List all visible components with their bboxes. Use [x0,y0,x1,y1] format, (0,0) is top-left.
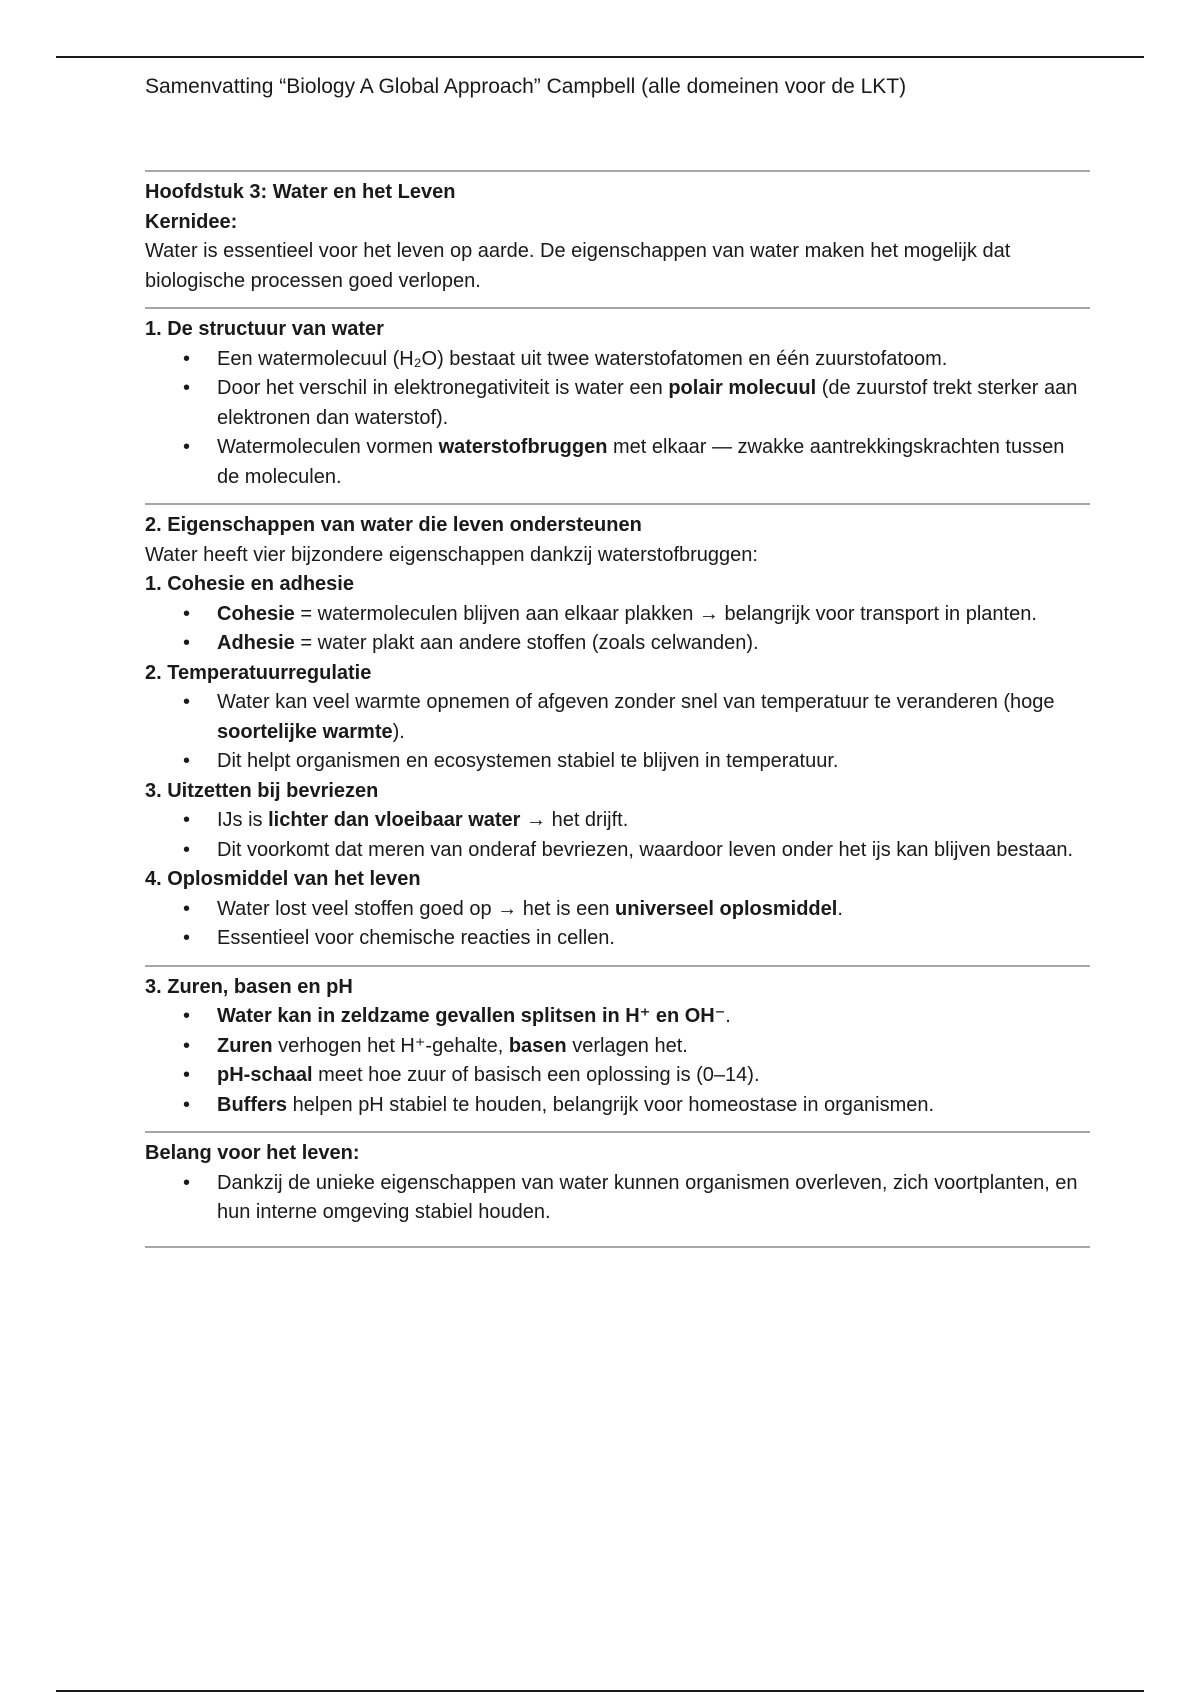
temperature-list [145,688,1090,777]
list-item: • Dankzij de unieke eigenschappen van water kunnen organismen overleven, zich voortplanten, en hun interne omgeving stabiel houden. [145,1169,1090,1228]
section-acids-title: 3. Zuren, basen en pH [145,975,353,998]
list-item: • Dit helpt organismen en ecosystemen stabiel te blijven in temperatuur. [145,747,1090,777]
list-item: • pH-schaal meet hoe zuur of basisch een oplossing is (0–14). [145,1061,1090,1091]
section-divider [145,1131,1090,1133]
solvent-list [145,895,1090,954]
list-item: • Cohesie = watermoleculen blijven aan elkaar plakken → belangrijk voor transport in planten. [145,600,1090,630]
section-properties-title: 2. Eigenschappen van water die leven ondersteunen [145,514,642,536]
acids-list [145,1002,1090,1120]
structure-list [145,345,1090,493]
list-item: • Door het verschil in elektronegativiteit is water een polair molecuul (de zuurstof trekt sterker aan elektronen dan waterstof). [145,374,1090,433]
document-body [145,170,1090,1248]
subsection-freezing-title: 3. Uitzetten bij bevriezen [145,779,379,802]
cohesion-list [145,600,1090,659]
section-properties-intro: Water heeft vier bijzondere eigenschappen dankzij waterstofbruggen: [145,543,758,566]
list-item: • Buffers helpen pH stabiel te houden, belangrijk voor homeostase in organismen. [145,1091,1090,1121]
list-item: • IJs is lichter dan vloeibaar water → het drijft. [145,806,1090,836]
list-item: • Water lost veel stoffen goed op → het is een universeel oplosmiddel. [145,895,1090,925]
subsection-solvent-title: 4. Oplosmiddel van het leven [145,868,421,890]
section-divider [145,1246,1090,1248]
section-divider [145,170,1090,172]
page-bottom-rule [56,1690,1144,1692]
document-header-title: Samenvatting “Biology A Global Approach” Campbell (alle domeinen voor de LKT) [145,75,907,98]
section-divider [145,503,1090,505]
list-item: • Zuren verhogen het H⁺-gehalte, basen verlagen het. [145,1032,1090,1062]
list-item: • Een watermolecuul (H₂O) bestaat uit twee waterstofatomen en één zuurstofatoom. [145,345,1090,375]
section-importance-title: Belang voor het leven: [145,1142,360,1164]
list-item: • Water kan veel warmte opnemen of afgeven zonder snel van temperatuur te veranderen (hoge soortelijke warmte). [145,688,1090,747]
section-divider [145,307,1090,309]
key-idea-text: Water is essentieel voor het leven op aarde. De eigenschappen van water maken het mogelijk dat biologische processen goed verlopen. [145,240,1011,292]
importance-list [145,1169,1090,1228]
subsection-temperature-title: 2. Temperatuurregulatie [145,661,372,684]
freezing-list [145,806,1090,865]
list-item: • Water kan in zeldzame gevallen splitsen in H⁺ en OH⁻. [145,1002,1090,1032]
list-item: • Adhesie = water plakt aan andere stoffen (zoals celwanden). [145,629,1090,659]
section-divider [145,965,1090,967]
key-idea-label: Kernidee: [145,210,238,233]
page-top-rule [56,56,1144,58]
list-item: • Essentieel voor chemische reacties in cellen. [145,924,1090,954]
subsection-cohesion-title: 1. Cohesie en adhesie [145,573,354,595]
list-item: • Watermoleculen vormen waterstofbruggen met elkaar — zwakke aantrekkingskrachten tussen de moleculen. [145,433,1090,492]
section-structure-title: 1. De structuur van water [145,318,384,340]
list-item: • Dit voorkomt dat meren van onderaf bevriezen, waardoor leven onder het ijs kan blijven bestaan. [145,836,1090,866]
chapter-title: Hoofdstuk 3: Water en het Leven [145,181,456,203]
